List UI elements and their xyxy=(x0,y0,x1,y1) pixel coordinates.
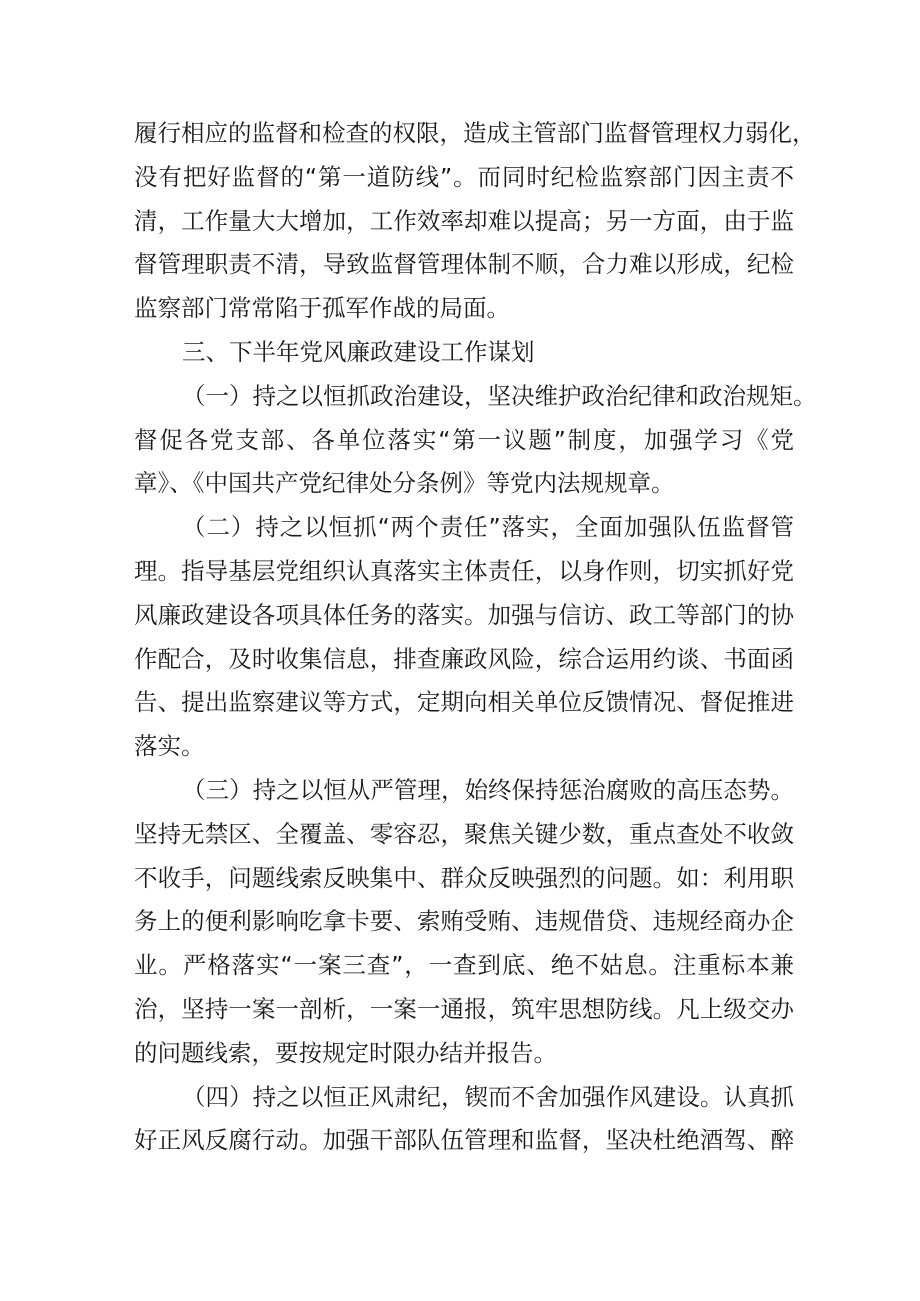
text-line: （一）持之以恒抓政治建设，坚决维护政治纪律和政治规矩。 xyxy=(182,381,817,410)
text-line: 的问题线索，要按规定时限办结并报告。 xyxy=(134,1038,557,1067)
text-line: （四）持之以恒正风肃纪，锲而不舍加强作风建设。认真抓 xyxy=(182,1082,794,1111)
text-line: （二）持之以恒抓“两个责任”落实，全面加强队伍监督管 xyxy=(182,513,794,542)
text-line: 好正风反腐行动。加强干部队伍管理和监督，坚决杜绝酒驾、醉 xyxy=(134,1126,794,1155)
text-line: 督管理职责不清，导致监督管理体制不顺，合力难以形成，纪检 xyxy=(134,250,794,279)
text-line: 坚持无禁区、全覆盖、零容忍，聚焦关键少数，重点查处不收敛 xyxy=(134,819,794,848)
text-line: 业。严格落实“一案三查”，一查到底、绝不姑息。注重标本兼 xyxy=(134,951,794,980)
section-heading: 三、下半年党风廉政建设工作谋划 xyxy=(182,337,535,366)
text-line: 作配合，及时收集信息，排查廉政风险，综合运用约谈、书面函 xyxy=(134,644,794,673)
text-line: 清，工作量大大增加，工作效率却难以提高；另一方面，由于监 xyxy=(134,206,794,235)
text-line: 监察部门常常陷于孤军作战的局面。 xyxy=(134,294,510,323)
text-line: 治，坚持一案一剖析，一案一通报，筑牢思想防线。凡上级交办 xyxy=(134,994,794,1023)
document-body xyxy=(134,112,817,1163)
text-line: 没有把好监督的“第一道防线”。而同时纪检监察部门因主责不 xyxy=(134,162,794,191)
text-line: 督促各党支部、各单位落实“第一议题”制度，加强学习《党 xyxy=(134,425,794,454)
text-line: 履行相应的监督和检查的权限，造成主管部门监督管理权力弱化， xyxy=(134,119,816,147)
text-line: 落实。 xyxy=(134,732,205,761)
text-line: （三）持之以恒从严管理，始终保持惩治腐败的高压态势。 xyxy=(182,775,794,804)
text-line: 不收手，问题线索反映集中、群众反映强烈的问题。如：利用职 xyxy=(134,863,794,892)
text-line: 务上的便利影响吃拿卡要、索贿受贿、违规借贷、违规经商办企 xyxy=(134,907,794,936)
text-line: 章》、《中国共产党纪律处分条例》等党内法规规章。 xyxy=(134,469,675,498)
text-line: 理。指导基层党组织认真落实主体责任，以身作则，切实抓好党 xyxy=(134,556,794,585)
text-line: 告、提出监察建议等方式，定期向相关单位反馈情况、督促推进 xyxy=(134,688,794,717)
text-line: 风廉政建设各项具体任务的落实。加强与信访、政工等部门的协 xyxy=(134,600,794,629)
